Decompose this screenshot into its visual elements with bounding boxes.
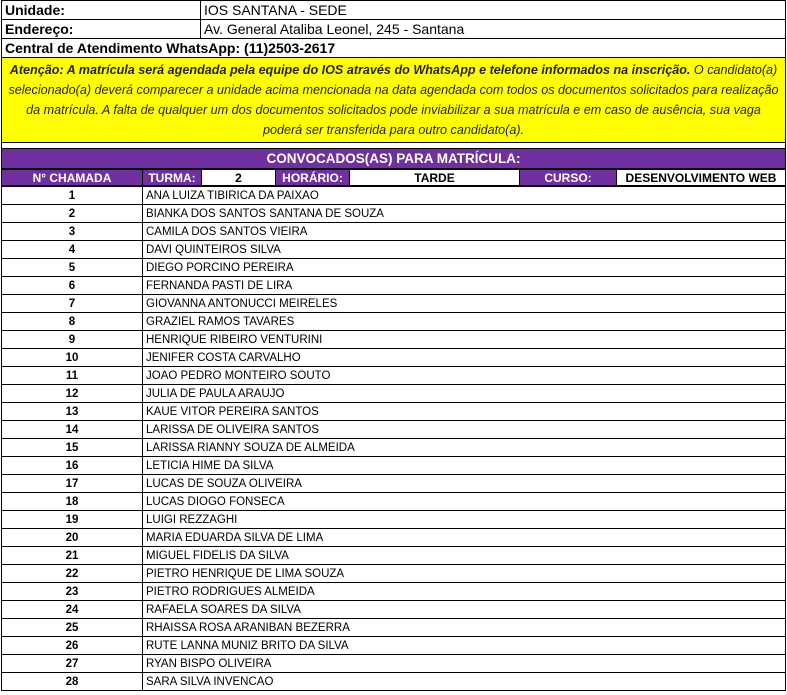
chamada-number[interactable]: 13 bbox=[2, 403, 143, 421]
candidate-name[interactable]: RUTE LANNA MUNIZ BRITO DA SILVA bbox=[143, 637, 786, 655]
chamada-number[interactable]: 20 bbox=[2, 529, 143, 547]
turma-value[interactable]: 2 bbox=[202, 170, 276, 186]
chamada-number[interactable]: 4 bbox=[2, 241, 143, 259]
central-row bbox=[2, 39, 786, 58]
spreadsheet bbox=[1, 0, 786, 691]
table-row bbox=[2, 349, 786, 367]
candidate-name[interactable]: JOAO PEDRO MONTEIRO SOUTO bbox=[143, 367, 786, 385]
chamada-number[interactable]: 6 bbox=[2, 277, 143, 295]
turma-label: TURMA: bbox=[143, 170, 202, 186]
notice-text: O candidato(a) selecionado(a) deverá comparecer a unidade acima mencionada na data agendada com todos os documentos solicitados para realização da matrícula. A falta de qualquer um dos documentos solicitados pode inviabilizar a sua matrícula e em caso de ausência, sua vaga poderá ser transferida para outro candidato(a). bbox=[8, 63, 779, 137]
chamada-number[interactable]: 27 bbox=[2, 655, 143, 673]
chamada-number[interactable]: 24 bbox=[2, 601, 143, 619]
notice-box[interactable] bbox=[1, 58, 786, 143]
candidate-name[interactable]: GIOVANNA ANTONUCCI MEIRELES bbox=[143, 295, 786, 313]
chamada-number[interactable]: 17 bbox=[2, 475, 143, 493]
chamada-number[interactable]: 8 bbox=[2, 313, 143, 331]
horario-label: HORÁRIO: bbox=[276, 170, 350, 186]
table-row bbox=[2, 403, 786, 421]
candidate-name[interactable]: SARA SILVA INVENCAO bbox=[143, 673, 786, 691]
table-row bbox=[2, 241, 786, 259]
chamada-number[interactable]: 26 bbox=[2, 637, 143, 655]
chamada-number[interactable]: 10 bbox=[2, 349, 143, 367]
table-row bbox=[2, 223, 786, 241]
unidade-row bbox=[2, 1, 786, 20]
info-table bbox=[1, 0, 786, 58]
endereco-value[interactable]: Av. General Ataliba Leonel, 245 - Santana bbox=[201, 20, 786, 39]
candidate-name[interactable]: MARIA EDUARDA SILVA DE LIMA bbox=[143, 529, 786, 547]
candidate-name[interactable]: RYAN BISPO OLIVEIRA bbox=[143, 655, 786, 673]
table-row bbox=[2, 673, 786, 691]
candidate-name[interactable]: KAUE VITOR PEREIRA SANTOS bbox=[143, 403, 786, 421]
chamada-number[interactable]: 9 bbox=[2, 331, 143, 349]
endereco-label: Endereço: bbox=[2, 20, 201, 39]
curso-value[interactable]: DESENVOLVIMENTO WEB bbox=[617, 170, 786, 186]
table-row bbox=[2, 655, 786, 673]
unidade-label: Unidade: bbox=[2, 1, 201, 20]
candidate-name[interactable]: ANA LUIZA TIBIRICA DA PAIXAO bbox=[143, 187, 786, 205]
chamada-number[interactable]: 11 bbox=[2, 367, 143, 385]
candidate-name[interactable]: MIGUEL FIDELIS DA SILVA bbox=[143, 547, 786, 565]
convocados-banner[interactable]: CONVOCADOS(AS) PARA MATRÍCULA: bbox=[1, 148, 786, 169]
chamada-number[interactable]: 28 bbox=[2, 673, 143, 691]
chamada-number[interactable]: 1 bbox=[2, 187, 143, 205]
table-row bbox=[2, 313, 786, 331]
table-row bbox=[2, 511, 786, 529]
chamada-header: N° CHAMADA bbox=[2, 170, 143, 186]
candidate-name[interactable]: DAVI QUINTEIROS SILVA bbox=[143, 241, 786, 259]
table-row bbox=[2, 421, 786, 439]
candidate-name[interactable]: GRAZIEL RAMOS TAVARES bbox=[143, 313, 786, 331]
candidate-name[interactable]: LARISSA RIANNY SOUZA DE ALMEIDA bbox=[143, 439, 786, 457]
convocados-table bbox=[1, 186, 786, 691]
candidate-name[interactable]: BIANKA DOS SANTOS SANTANA DE SOUZA bbox=[143, 205, 786, 223]
curso-label: CURSO: bbox=[520, 170, 617, 186]
chamada-number[interactable]: 23 bbox=[2, 583, 143, 601]
chamada-number[interactable]: 19 bbox=[2, 511, 143, 529]
central-atendimento[interactable]: Central de Atendimento WhatsApp: (11)2503-2617 bbox=[2, 39, 786, 58]
table-row bbox=[2, 493, 786, 511]
candidate-name[interactable]: DIEGO PORCINO PEREIRA bbox=[143, 259, 786, 277]
table-row bbox=[2, 565, 786, 583]
candidate-name[interactable]: JULIA DE PAULA ARAUJO bbox=[143, 385, 786, 403]
table-row bbox=[2, 601, 786, 619]
notice-bold-text: Atenção: A matrícula será agendada pela equipe do IOS através do WhatsApp e telefone informados na inscrição. bbox=[9, 63, 691, 77]
candidate-name[interactable]: FERNANDA PASTI DE LIRA bbox=[143, 277, 786, 295]
chamada-number[interactable]: 21 bbox=[2, 547, 143, 565]
candidate-name[interactable]: HENRIQUE RIBEIRO VENTURINI bbox=[143, 331, 786, 349]
chamada-number[interactable]: 25 bbox=[2, 619, 143, 637]
table-row bbox=[2, 259, 786, 277]
candidate-name[interactable]: LUCAS DIOGO FONSECA bbox=[143, 493, 786, 511]
candidate-name[interactable]: LARISSA DE OLIVEIRA SANTOS bbox=[143, 421, 786, 439]
candidate-name[interactable]: RAFAELA SOARES DA SILVA bbox=[143, 601, 786, 619]
header-table bbox=[1, 169, 786, 186]
chamada-number[interactable]: 12 bbox=[2, 385, 143, 403]
candidate-name[interactable]: CAMILA DOS SANTOS VIEIRA bbox=[143, 223, 786, 241]
chamada-number[interactable]: 7 bbox=[2, 295, 143, 313]
candidate-name[interactable]: PIETRO RODRIGUES ALMEIDA bbox=[143, 583, 786, 601]
table-row bbox=[2, 367, 786, 385]
endereco-row bbox=[2, 20, 786, 39]
chamada-number[interactable]: 16 bbox=[2, 457, 143, 475]
table-row bbox=[2, 385, 786, 403]
unidade-value[interactable]: IOS SANTANA - SEDE bbox=[201, 1, 786, 20]
table-row bbox=[2, 457, 786, 475]
table-row bbox=[2, 637, 786, 655]
candidate-name[interactable]: LUCAS DE SOUZA OLIVEIRA bbox=[143, 475, 786, 493]
chamada-number[interactable]: 14 bbox=[2, 421, 143, 439]
chamada-number[interactable]: 3 bbox=[2, 223, 143, 241]
candidate-name[interactable]: RHAISSA ROSA ARANIBAN BEZERRA bbox=[143, 619, 786, 637]
table-row bbox=[2, 529, 786, 547]
candidate-name[interactable]: JENIFER COSTA CARVALHO bbox=[143, 349, 786, 367]
candidate-name[interactable]: LETICIA HIME DA SILVA bbox=[143, 457, 786, 475]
chamada-number[interactable]: 22 bbox=[2, 565, 143, 583]
table-row bbox=[2, 547, 786, 565]
table-row bbox=[2, 295, 786, 313]
chamada-number[interactable]: 2 bbox=[2, 205, 143, 223]
chamada-number[interactable]: 18 bbox=[2, 493, 143, 511]
table-row bbox=[2, 205, 786, 223]
table-row bbox=[2, 619, 786, 637]
table-row bbox=[2, 331, 786, 349]
candidate-name[interactable]: PIETRO HENRIQUE DE LIMA SOUZA bbox=[143, 565, 786, 583]
table-row bbox=[2, 475, 786, 493]
horario-value[interactable]: TARDE bbox=[350, 170, 520, 186]
chamada-number[interactable]: 5 bbox=[2, 259, 143, 277]
candidate-name[interactable]: LUIGI REZZAGHI bbox=[143, 511, 786, 529]
table-row bbox=[2, 439, 786, 457]
table-row bbox=[2, 277, 786, 295]
chamada-number[interactable]: 15 bbox=[2, 439, 143, 457]
table-row bbox=[2, 583, 786, 601]
table-row bbox=[2, 187, 786, 205]
